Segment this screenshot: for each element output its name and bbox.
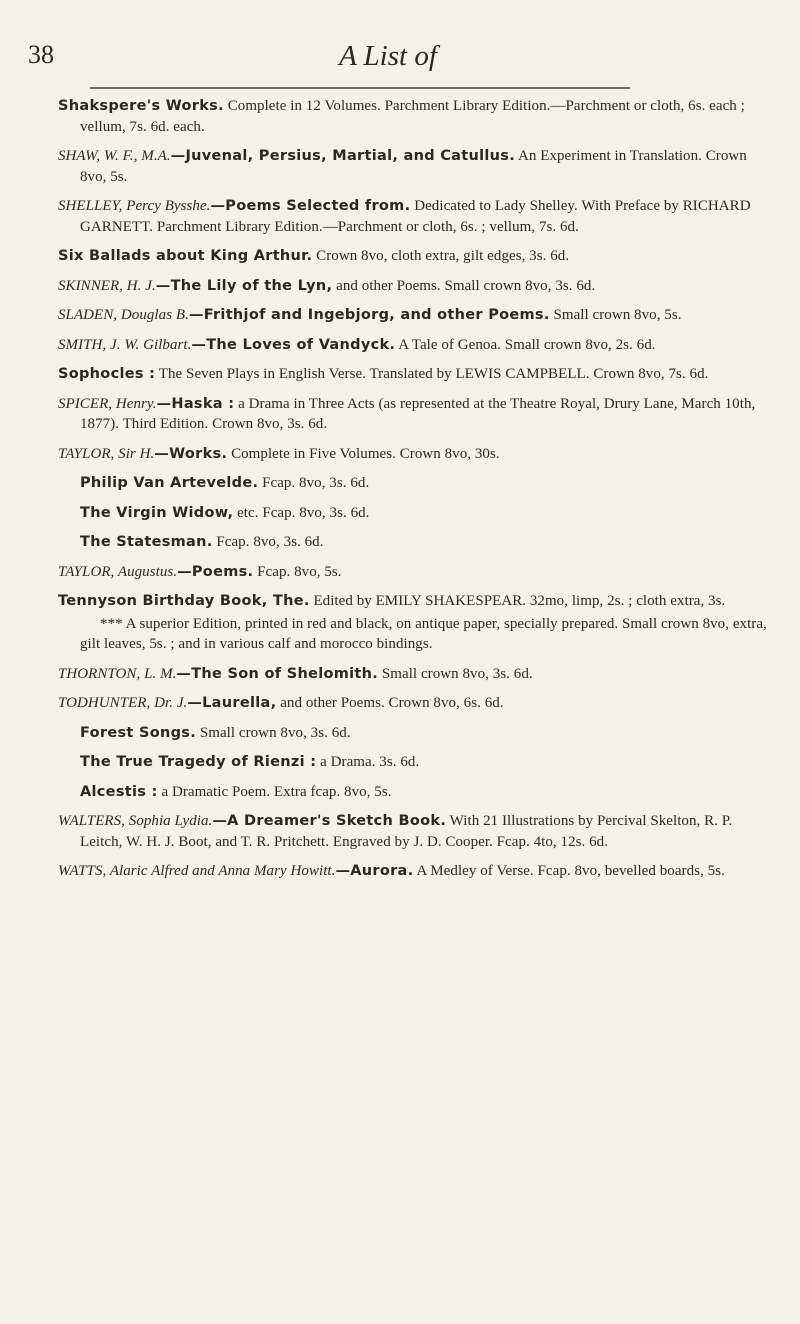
catalogue-entry: SHAW, W. F., M.A.—Juvenal, Persius, Martial, and Catullus. An Experiment in Translation. Crown 8vo, 5s. [58,148,747,185]
catalogue-subentry: The Statesman. Fcap. 8vo, 3s. 6d. [80,534,324,550]
catalogue-entry: SHELLEY, Percy Bysshe.—Poems Selected from. Dedicated to Lady Shelley. With Preface by RICHARD GARNETT. Parchment Library Edition.—Parchment or cloth, 6s. ; vellum, 7s. 6d. [58,198,751,235]
catalogue-entry: SLADEN, Douglas B.—Frithjof and Ingebjorg, and other Poems. Small crown 8vo, 5s. [58,307,682,323]
catalogue-entry: Sophocles : The Seven Plays in English Verse. Translated by LEWIS CAMPBELL. Crown 8vo, 7s. 6d. [58,366,709,382]
catalogue-entry: SKINNER, H. J.—The Lily of the Lyn, and other Poems. Small crown 8vo, 3s. 6d. [58,277,596,294]
catalogue-subentry: Philip Van Artevelde. Fcap. 8vo, 3s. 6d. [80,475,370,491]
catalogue-entry: Tennyson Birthday Book, The. Edited by EMILY SHAKESPEAR. 32mo, limp, 2s. ; cloth extra, 3s. [58,593,726,609]
catalogue-entry: Shakspere's Works. Complete in 12 Volumes. Parchment Library Edition.—Parchment or cloth, 6s. each ; vellum, 7s. 6d. each. [58,98,745,135]
running-head: A List of [339,40,437,72]
catalogue-entry: TAYLOR, Sir H.—Works. Complete in Five Volumes. Crown 8vo, 30s. [58,445,500,462]
catalogue-entry: SMITH, J. W. Gilbart.—The Loves of Vandyck. A Tale of Genoa. Small crown 8vo, 2s. 6d. [58,336,656,353]
catalogue-entry: Six Ballads about King Arthur. Crown 8vo, cloth extra, gilt edges, 3s. 6d. [58,248,570,264]
catalogue-entry: TAYLOR, Augustus.—Poems. Fcap. 8vo, 5s. [58,563,342,580]
catalogue-subentry: Forest Songs. Small crown 8vo, 3s. 6d. [80,724,351,741]
catalogue-subentry: The Virgin Widow, etc. Fcap. 8vo, 3s. 6d. [80,504,370,521]
catalogue-entry: SPICER, Henry.—Haska : a Drama in Three Acts (as represented at the Theatre Royal, Drury Lane, March 10th, 1877). Third Edition. Crown 8vo, 3s. 6d. [58,395,756,432]
catalogue-entry: WALTERS, Sophia Lydia.—A Dreamer's Sketch Book. With 21 Illustrations by Percival Skelton, R. P. Leitch, W. H. J. Boot, and T. R. Pritchett. Engraved by J. D. Cooper. Fcap. 4to, 12s. 6d. [58,813,733,850]
catalogue-subentry: Alcestis : a Dramatic Poem. Extra fcap. 8vo, 5s. [80,783,392,800]
edition-note: *** A superior Edition, printed in red and black, on antique paper, specially prepared. Small crown 8vo, extra, gilt leaves, 5s. ; and in various calf and morocco bindings. [80,615,767,652]
page-header [28,40,748,76]
catalogue-list [58,96,770,891]
catalogue-entry: THORNTON, L. M.—The Son of Shelomith. Small crown 8vo, 3s. 6d. [58,665,533,682]
catalogue-entry: TODHUNTER, Dr. J.—Laurella, and other Poems. Crown 8vo, 6s. 6d. [58,695,504,711]
catalogue-entry: WATTS, Alaric Alfred and Anna Mary Howitt.—Aurora. A Medley of Verse. Fcap. 8vo, bevelled boards, 5s. [58,863,725,879]
header-rule [90,87,630,89]
page-number: 38 [28,40,54,69]
catalogue-subentry: The True Tragedy of Rienzi : a Drama. 3s. 6d. [80,754,420,770]
